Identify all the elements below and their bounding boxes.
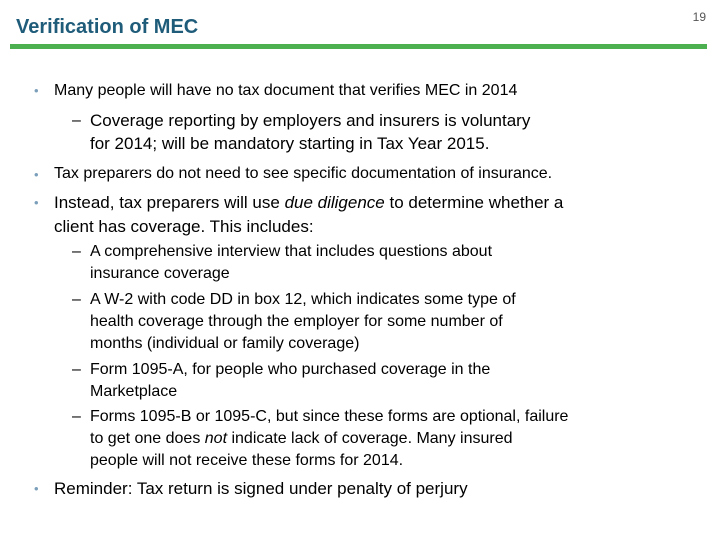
text-segment: to get one does (90, 430, 205, 447)
subbullet-coverage-reporting-line1: Coverage reporting by employers and insurers is voluntary (90, 111, 531, 130)
text-segment: to determine whether a (384, 193, 564, 212)
dash-marker: – (72, 112, 81, 129)
text-segment: indicate lack of coverage. Many insured (227, 430, 513, 447)
bullet-reminder-perjury: Reminder: Tax return is signed under penalty of perjury (54, 479, 468, 498)
subbullet-1095bc-line3: people will not receive these forms for 2014. (90, 452, 404, 469)
subbullet-coverage-reporting-line2: for 2014; will be mandatory starting in Tax Year 2015. (90, 134, 490, 153)
bullet-due-diligence-line1 (54, 193, 563, 213)
subbullet-1095bc-line2 (90, 430, 513, 448)
page-number: 19 (692, 10, 706, 24)
bullet-no-tax-document: Many people will have no tax document that verifies MEC in 2014 (54, 82, 518, 99)
text-segment: Instead, tax preparers will use (54, 193, 285, 212)
bullet-marker: • (34, 481, 39, 496)
emphasis-due-diligence: due diligence (284, 193, 385, 212)
subbullet-w2-line3: months (individual or family coverage) (90, 335, 360, 352)
subbullet-w2-line2: health coverage through the employer for some number of (90, 313, 503, 330)
subbullet-1095bc-line1: Forms 1095-B or 1095-C, but since these forms are optional, failure (90, 408, 569, 425)
slide-title: Verification of MEC (16, 16, 199, 38)
dash-marker: – (72, 243, 81, 260)
bullet-marker: • (34, 83, 39, 98)
bullet-due-diligence-line2: client has coverage. This includes: (54, 217, 314, 236)
bullet-marker: • (34, 167, 39, 182)
subbullet-interview-line1: A comprehensive interview that includes questions about (90, 243, 493, 260)
dash-marker: – (72, 408, 81, 425)
subbullet-w2-line1: A W-2 with code DD in box 12, which indicates some type of (90, 291, 516, 308)
subbullet-1095a-line1: Form 1095-A, for people who purchased coverage in the (90, 361, 491, 378)
subbullet-1095a-line2: Marketplace (90, 383, 178, 400)
dash-marker: – (72, 361, 81, 378)
title-underline (10, 44, 707, 49)
subbullet-interview-line2: insurance coverage (90, 265, 230, 282)
emphasis-not: not (204, 430, 228, 447)
dash-marker: – (72, 291, 81, 308)
bullet-no-documentation: Tax preparers do not need to see specific documentation of insurance. (54, 165, 553, 182)
bullet-marker: • (34, 195, 39, 210)
